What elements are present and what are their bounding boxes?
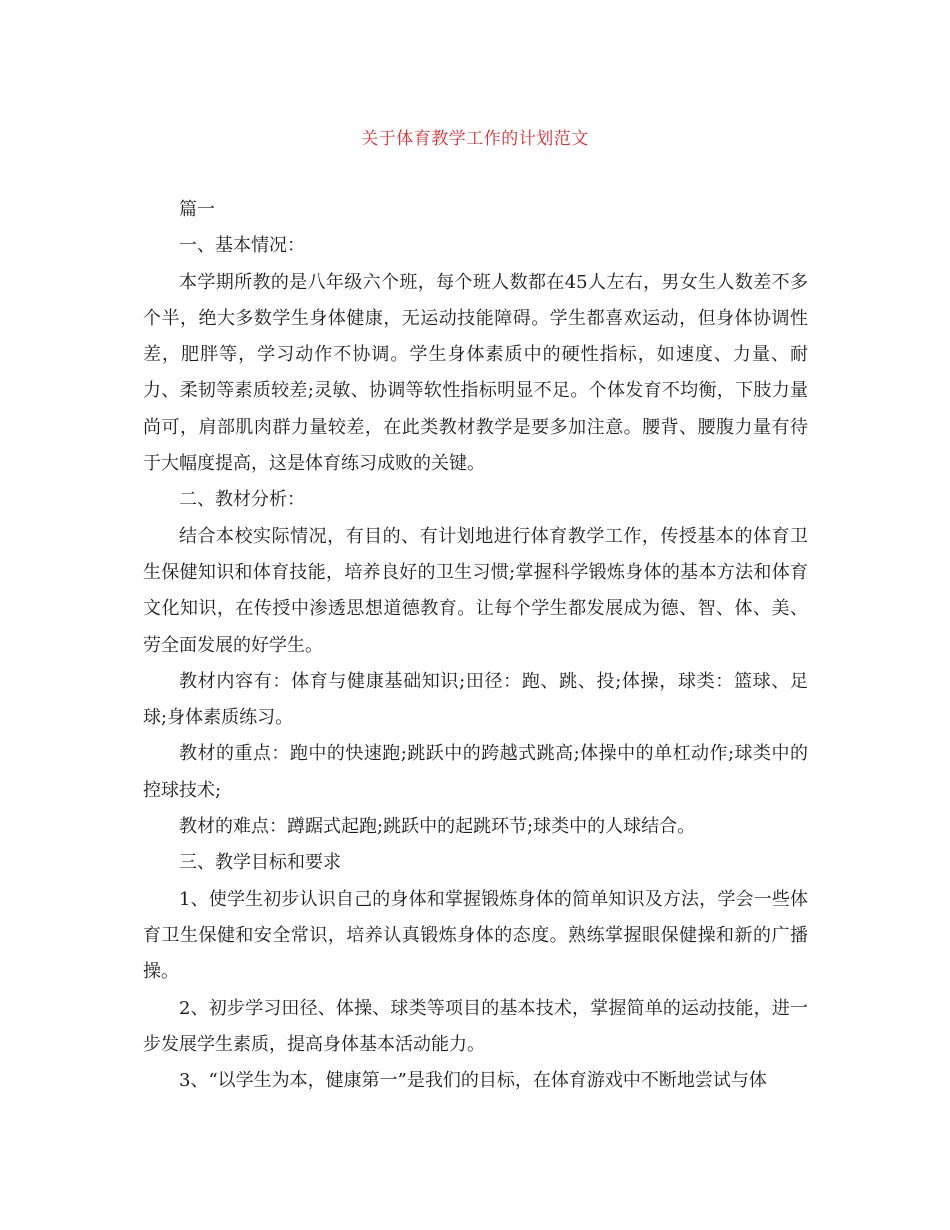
heading-teaching-goals: 三、教学目标和要求 [179,852,341,874]
paragraph-material-key-points: 教材的重点：跑中的快速跑;跳跃中的跨越式跳高;体操中的单杠动作;球类中的控球技术; [143,743,808,801]
paragraph-material-analysis: 结合本校实际情况，有目的、有计划地进行体育教学工作，传授基本的体育卫生保健知识和体育技能，培养良好的卫生习惯;掌握科学锻炼身体的基本方法和体育文化知识，在传授中渗透思想道德教育。让每个学生都发展成为德、智、体、美、劳全面发展的好学生。 [143,525,808,656]
paragraph-goal-1: 1、使学生初步认识自己的身体和掌握锻炼身体的简单知识及方法，学会一些体育卫生保健和安全常识，培养认真锻炼身体的态度。熟练掌握眼保健操和新的广播操。 [143,888,808,983]
paragraph-material-content: 教材内容有：体育与健康基础知识;田径：跑、跳、投;体操，球类：篮球、足球;身体素质练习。 [143,670,808,729]
paragraph-goal-3: 3、“以学生为本，健康第一”是我们的目标，在体育游戏中不断地尝试与体 [179,1070,767,1092]
section-label: 篇一 [179,199,215,220]
document-title: 关于体育教学工作的计划范文 [361,129,589,149]
paragraph-basic-situation: 本学期所教的是八年级六个班，每个班人数都在45人左右，男女生人数差不多个半，绝大多数学生身体健康，无运动技能障碍。学生都喜欢运动，但身体协调性差，肥胖等，学习动作不协调。学生身体素质中的硬性指标，如速度、力量、耐力、柔韧等素质较差;灵敏、协调等软性指标明显不足。个体发育不均衡，下肢力量尚可，肩部肌肉群力量较差，在此类教材教学是要多加注意。腰背、腰腹力量有待于大幅度提高，这是体育练习成败的关键。 [143,271,808,475]
paragraph-goal-2: 2、初步学习田径、体操、球类等项目的基本技术，掌握简单的运动技能，进一步发展学生素质，提高身体基本活动能力。 [143,997,808,1055]
paragraph-material-difficulties: 教材的难点：蹲踞式起跑;跳跃中的起跳环节;球类中的人球结合。 [179,816,696,838]
heading-basic-situation: 一、基本情况： [179,235,305,257]
heading-material-analysis: 二、教材分析： [179,489,305,511]
document-body [143,192,808,1099]
